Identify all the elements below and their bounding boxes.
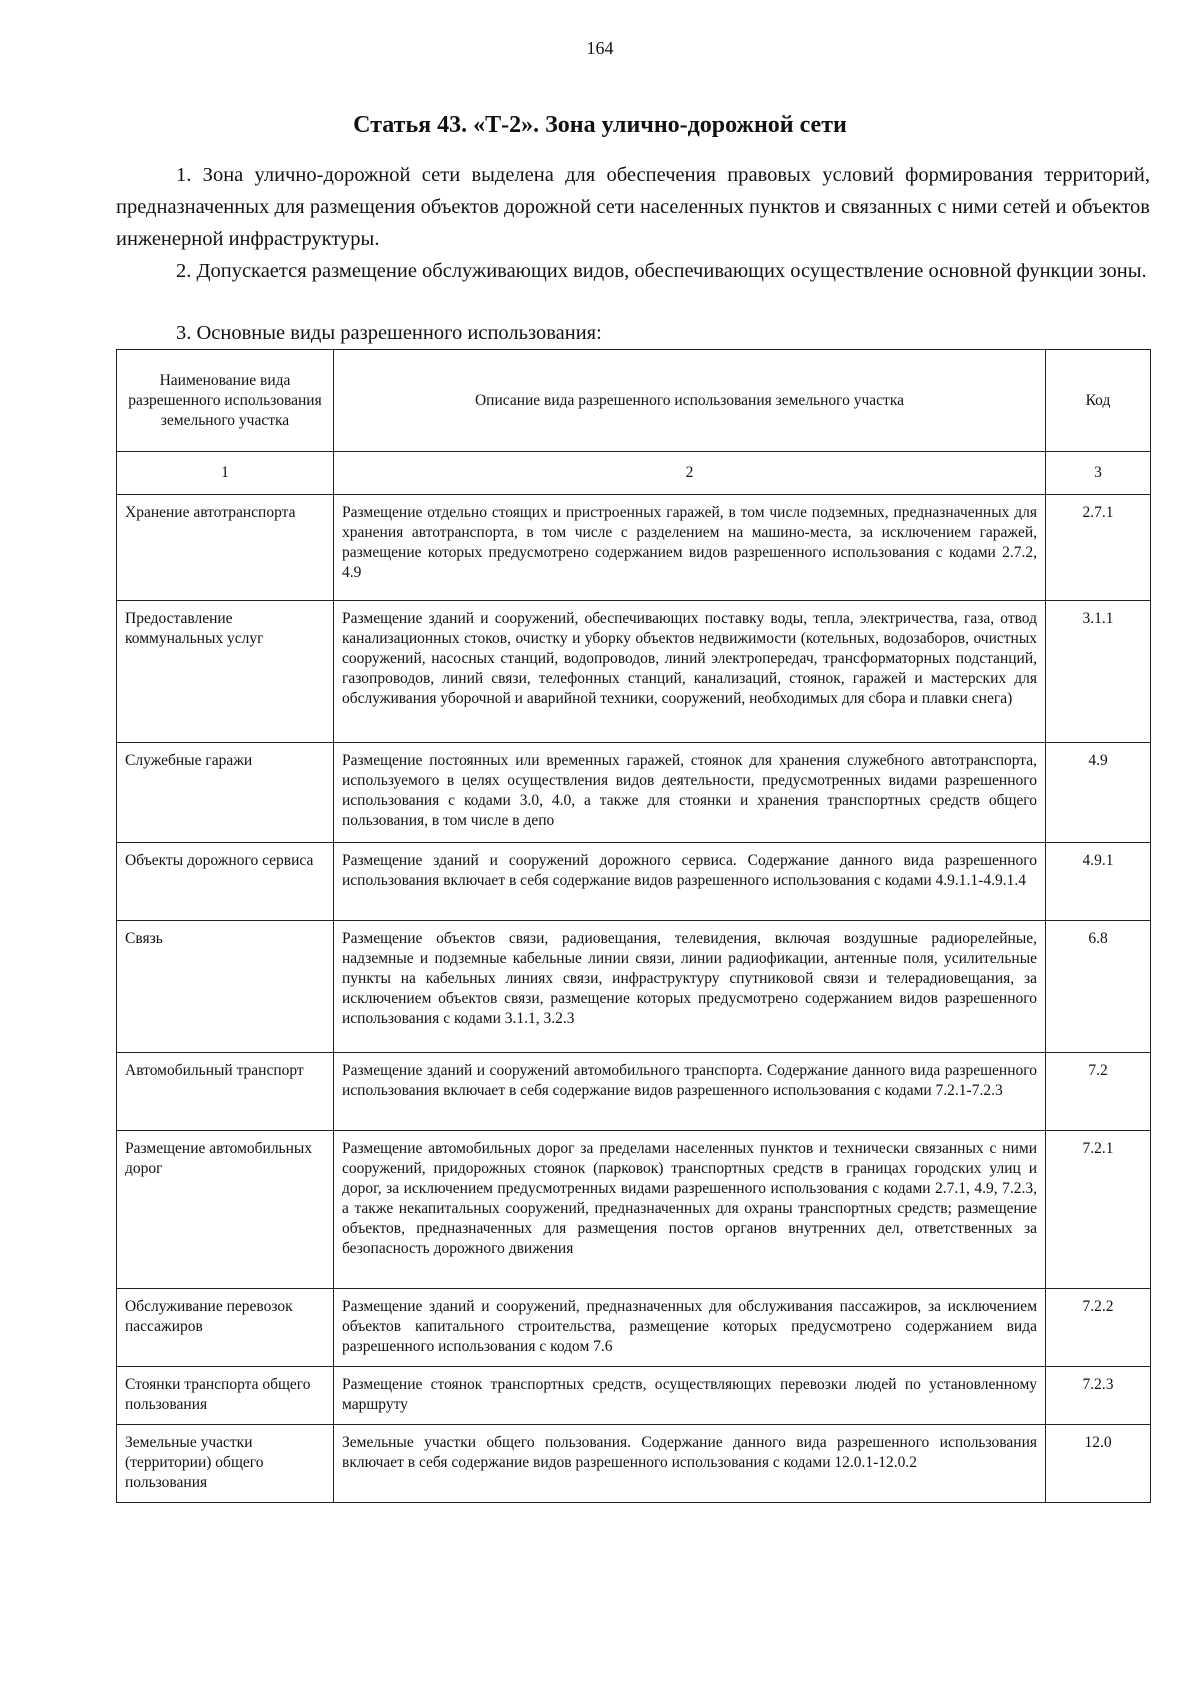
use-description: Размещение автомобильных дорог за пределами населенных пунктов и технически связанных с ними сооружений, придорожных стоянок (парковок) транспортных средств в границах городских улиц и дорог, за исключением предусмотренных видами разрешенного использования с кодами 2.7.1, 4.9, 7.2.3, а также некапитальных сооружений, предназначенных для охраны транспортных средств; размещение объектов, предназначенных для размещения постов органов внутренних дел, ответственных за безопасность дорожного движения	[334, 1131, 1046, 1289]
use-description: Размещение зданий и сооружений, обеспечивающих поставку воды, тепла, электричества, газа, отвод канализационных стоков, очистку и уборку объектов недвижимости (котельных, водозаборов, очистных сооружений, насосных станций, водопроводов, линий электропередач, трансформаторных подстанций, газопроводов, линий связи, телефонных станций, канализаций, стоянок, гаражей и мастерских для обслуживания уборочной и аварийной техники, сооружений, необходимых для сбора и плавки снега)	[334, 601, 1046, 743]
table-row	[117, 1131, 1151, 1289]
header-name: Наименование вида разрешенного использования земельного участка	[117, 350, 334, 452]
use-description: Размещение отдельно стоящих и пристроенных гаражей, в том числе подземных, предназначенных для хранения автотранспорта, в том числе с разделением на машино-места, за исключением гаражей, размещение которых предусмотрено содержанием видов разрешенного использования с кодами 2.7.2, 4.9	[334, 495, 1046, 601]
paragraph-1: 1. Зона улично-дорожной сети выделена для обеспечения правовых условий формирования территорий, предназначенных для размещения объектов дорожной сети населенных пунктов и связанных с ними сетей и объектов инженерной инфраструктуры.	[116, 164, 1150, 250]
table-row	[117, 1367, 1151, 1425]
table-row	[117, 1289, 1151, 1367]
use-code: 7.2.3	[1046, 1367, 1151, 1425]
paragraph-3: 3. Основные виды разрешенного использования:	[176, 322, 602, 344]
table-row	[117, 495, 1151, 601]
use-name: Связь	[117, 921, 334, 1053]
use-name: Служебные гаражи	[117, 743, 334, 843]
permitted-use-table	[116, 349, 1151, 1503]
table-header-row	[117, 350, 1151, 452]
use-name: Земельные участки (территории) общего пользования	[117, 1425, 334, 1503]
use-code: 7.2.1	[1046, 1131, 1151, 1289]
column-number: 3	[1046, 452, 1151, 495]
use-code: 12.0	[1046, 1425, 1151, 1503]
use-code: 3.1.1	[1046, 601, 1151, 743]
page-number: 164	[586, 38, 614, 58]
use-code: 7.2	[1046, 1053, 1151, 1131]
table-row	[117, 601, 1151, 743]
table-row	[117, 1425, 1151, 1503]
use-description: Размещение объектов связи, радиовещания, телевидения, включая воздушные радиорелейные, надземные и подземные кабельные линии связи, линии радиофикации, антенные поля, усилительные пункты на кабельных линиях связи, инфраструктуру спутниковой связи и телерадиовещания, за исключением объектов связи, размещение которых предусмотрено содержанием видов разрешенного использования с кодами 3.1.1, 3.2.3	[334, 921, 1046, 1053]
use-code: 2.7.1	[1046, 495, 1151, 601]
table-row	[117, 921, 1151, 1053]
column-number: 1	[117, 452, 334, 495]
table-row	[117, 743, 1151, 843]
use-name: Предоставление коммунальных услуг	[117, 601, 334, 743]
use-name: Хранение автотранспорта	[117, 495, 334, 601]
use-name: Размещение автомобильных дорог	[117, 1131, 334, 1289]
use-description: Размещение постоянных или временных гаражей, стоянок для хранения служебного автотранспорта, используемого в целях осуществления видов деятельности, предусмотренных видами разрешенного использования с кодами 3.0, 4.0, а также для стоянки и хранения транспортных средств общего пользования, в том числе в депо	[334, 743, 1046, 843]
use-description: Размещение зданий и сооружений дорожного сервиса. Содержание данного вида разрешенного использования включает в себя содержание видов разрешенного использования с кодами 4.9.1.1-4.9.1.4	[334, 843, 1046, 921]
use-code: 6.8	[1046, 921, 1151, 1053]
use-name: Объекты дорожного сервиса	[117, 843, 334, 921]
header-description: Описание вида разрешенного использования земельного участка	[334, 350, 1046, 452]
use-name: Стоянки транспорта общего пользования	[117, 1367, 334, 1425]
article-title: Статья 43. «Т-2». Зона улично-дорожной сети	[353, 112, 847, 138]
use-code: 4.9.1	[1046, 843, 1151, 921]
use-code: 4.9	[1046, 743, 1151, 843]
column-number-row	[117, 452, 1151, 495]
column-number: 2	[334, 452, 1046, 495]
header-code: Код	[1046, 350, 1151, 452]
use-description: Размещение зданий и сооружений, предназначенных для обслуживания пассажиров, за исключением объектов капитального строительства, размещение которых предусмотрено содержанием вида разрешенного использования с кодом 7.6	[334, 1289, 1046, 1367]
use-description: Земельные участки общего пользования. Содержание данного вида разрешенного использования включает в себя содержание видов разрешенного использования с кодами 12.0.1-12.0.2	[334, 1425, 1046, 1503]
use-description: Размещение стоянок транспортных средств, осуществляющих перевозки людей по установленному маршруту	[334, 1367, 1046, 1425]
use-code: 7.2.2	[1046, 1289, 1151, 1367]
use-name: Обслуживание перевозок пассажиров	[117, 1289, 334, 1367]
table-row	[117, 843, 1151, 921]
table-row	[117, 1053, 1151, 1131]
use-name: Автомобильный транспорт	[117, 1053, 334, 1131]
paragraph-2: 2. Допускается размещение обслуживающих видов, обеспечивающих осуществление основной функции зоны.	[176, 260, 1147, 282]
use-description: Размещение зданий и сооружений автомобильного транспорта. Содержание данного вида разрешенного использования включает в себя содержание видов разрешенного использования с кодами 7.2.1-7.2.3	[334, 1053, 1046, 1131]
